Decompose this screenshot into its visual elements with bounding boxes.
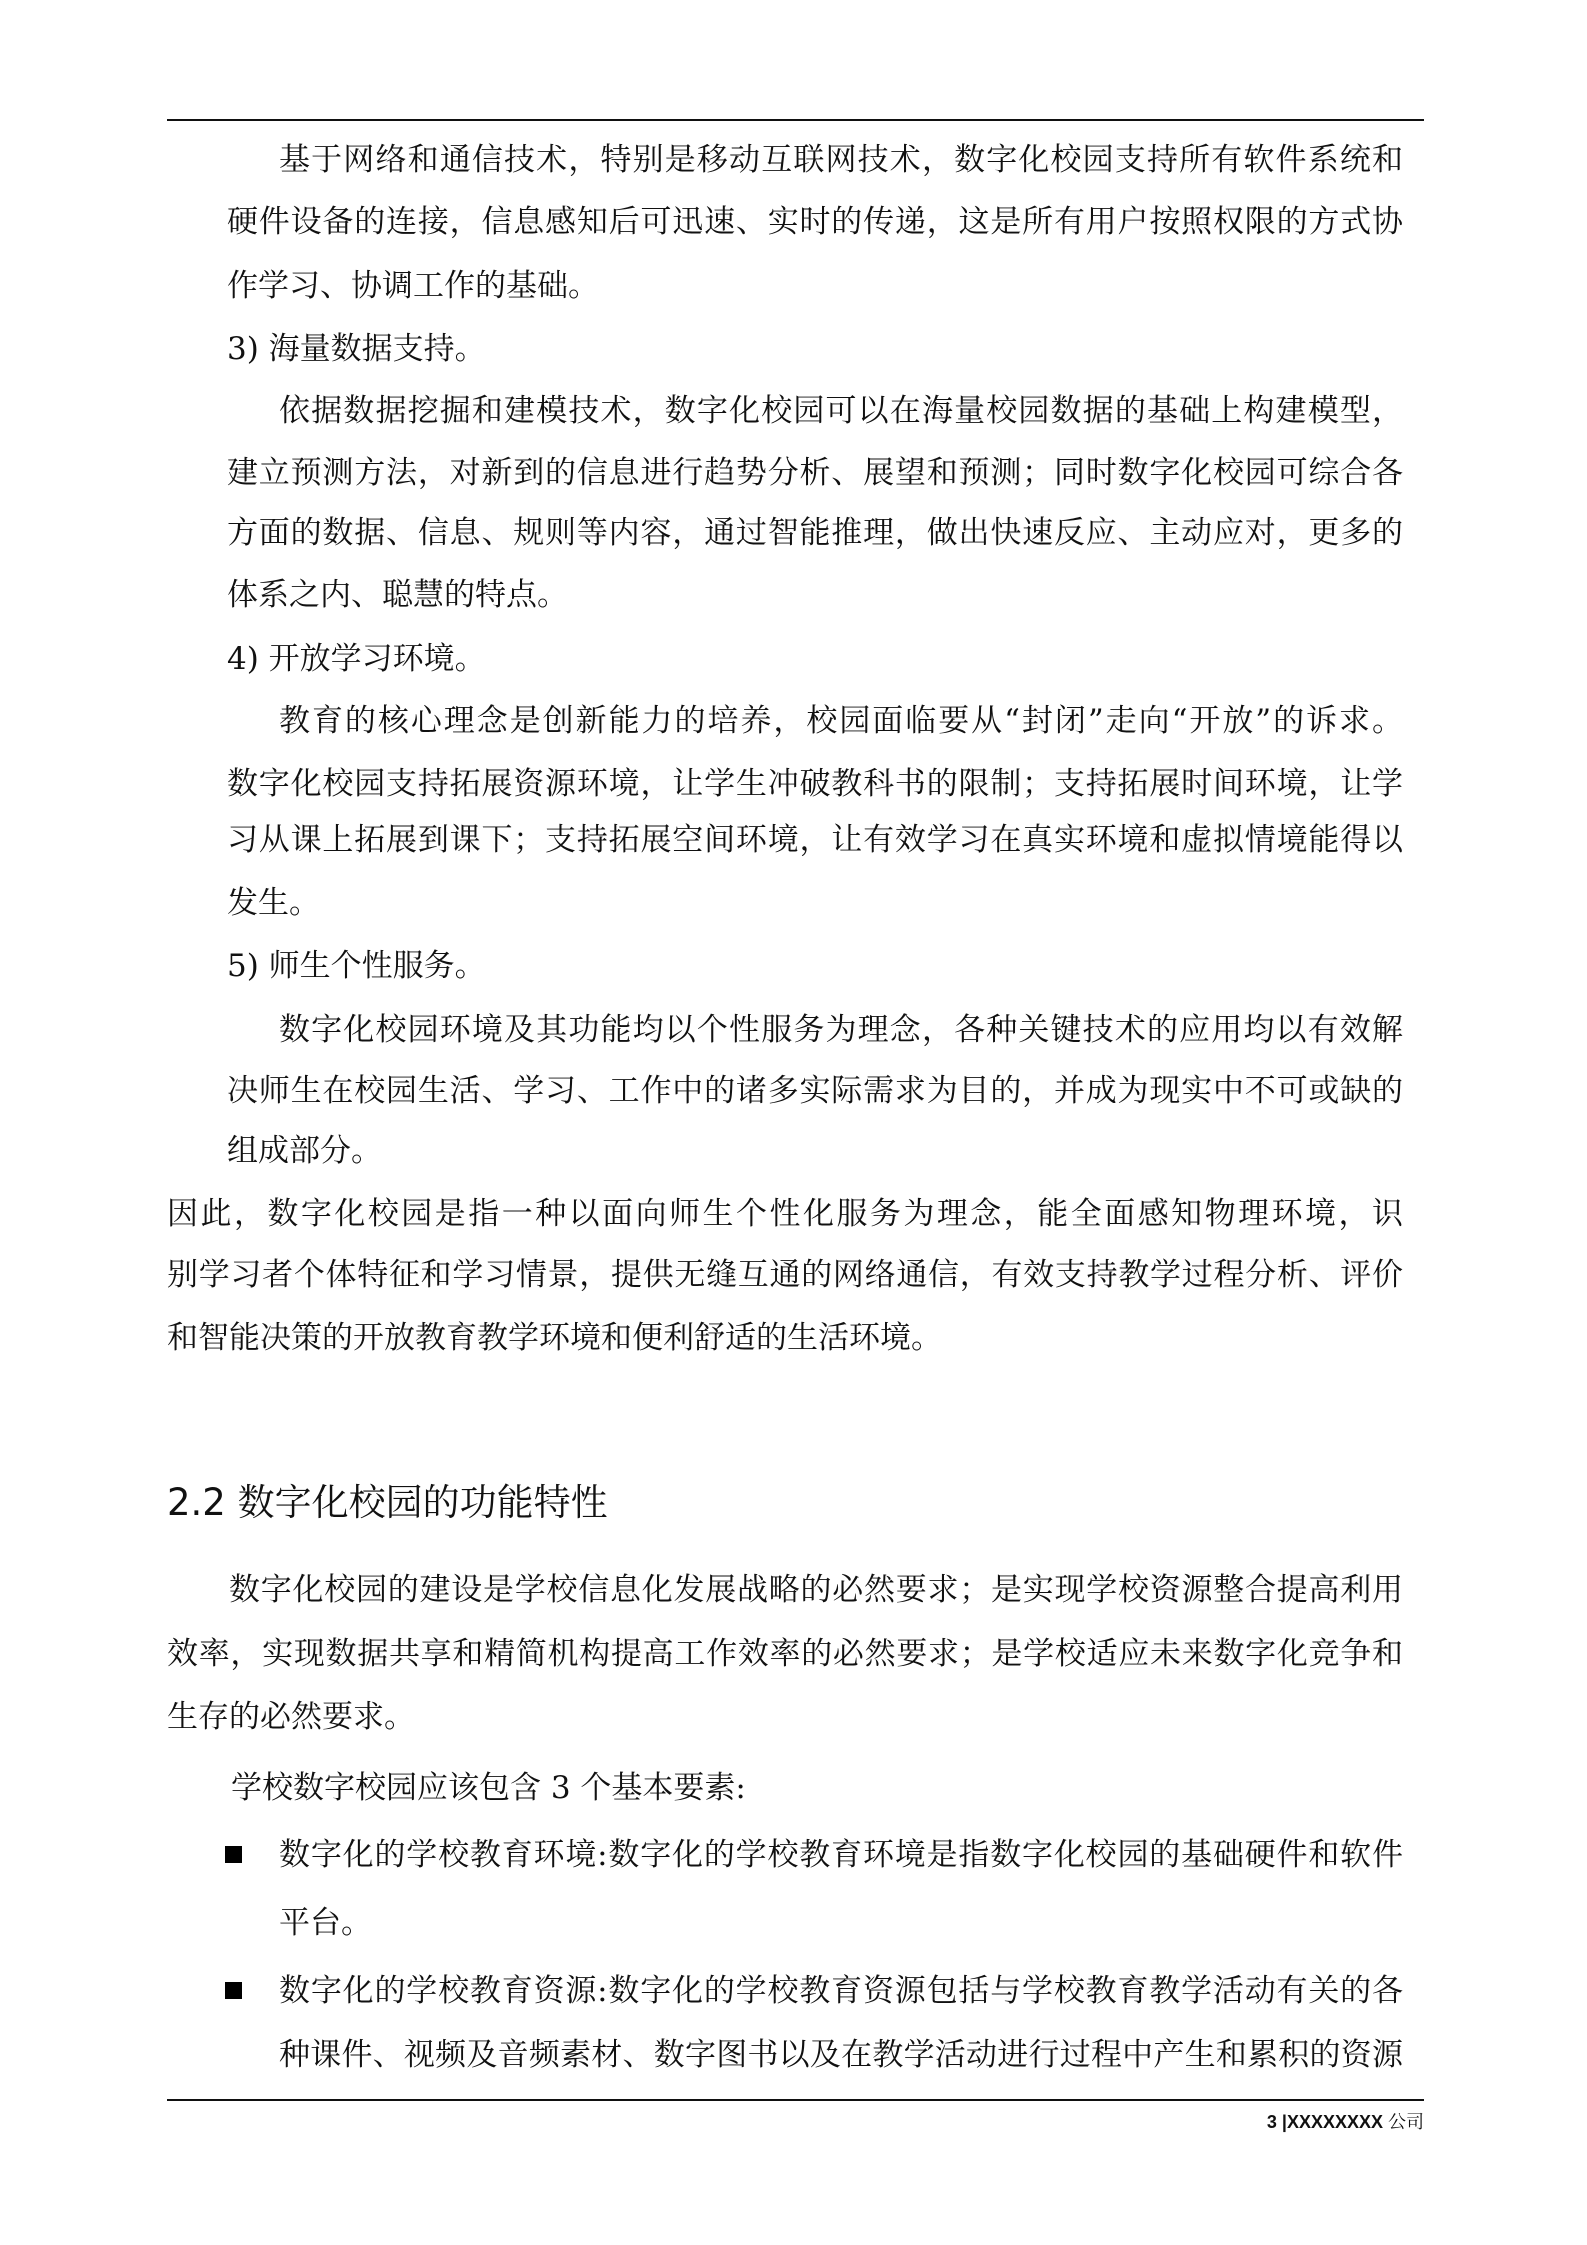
- footer-rule: [167, 2099, 1424, 2101]
- company-suffix: 公司: [1388, 2112, 1424, 2132]
- bullet-line: 数字化的学校教育资源:数字化的学校教育资源包括与学校教育教学活动有关的各: [279, 1973, 1403, 2009]
- paragraph-line: 组成部分。: [227, 1133, 382, 1169]
- paragraph-line: 作学习、协调工作的基础。: [227, 268, 599, 304]
- bullet-line: 平台。: [279, 1905, 372, 1941]
- footer-separator: |: [1281, 2112, 1287, 2132]
- paragraph-line: 别学习者个体特征和学习情景，提供无缝互通的网络通信，有效支持教学过程分析、评价: [167, 1257, 1403, 1293]
- paragraph-line: 硬件设备的连接，信息感知后可迅速、实时的传递，这是所有用户按照权限的方式协: [227, 204, 1403, 240]
- paragraph-line: 数字化校园支持拓展资源环境，让学生冲破教科书的限制；支持拓展时间环境，让学: [227, 766, 1403, 802]
- paragraph-line: 习从课上拓展到课下；支持拓展空间环境，让有效学习在真实环境和虚拟情境能得以: [227, 822, 1403, 858]
- bullet-square-icon: [225, 1982, 242, 1999]
- paragraph-line: 依据数据挖掘和建模技术，数字化校园可以在海量校园数据的基础上构建模型，: [279, 393, 1403, 429]
- paragraph-line: 学校数字校园应该包含 3 个基本要素:: [231, 1770, 746, 1806]
- paragraph-line: 生存的必然要求。: [167, 1699, 415, 1735]
- paragraph-line: 数字化校园环境及其功能均以个性服务为理念，各种关键技术的应用均以有效解: [279, 1012, 1403, 1048]
- bullet-line: 数字化的学校教育环境:数字化的学校教育环境是指数字化校园的基础硬件和软件: [279, 1837, 1403, 1873]
- company-name: XXXXXXXX: [1286, 2112, 1383, 2132]
- bullet-line: 种课件、视频及音频素材、数字图书以及在教学活动进行过程中产生和累积的资源: [279, 2037, 1403, 2073]
- paragraph-line: 体系之内、聪慧的特点。: [227, 577, 568, 613]
- paragraph-line: 数字化校园的建设是学校信息化发展战略的必然要求；是实现学校资源整合提高利用: [229, 1572, 1403, 1608]
- section-heading: 2.2 数字化校园的功能特性: [167, 1481, 608, 1524]
- paragraph-line: 和智能决策的开放教育教学环境和便利舒适的生活环境。: [167, 1320, 942, 1356]
- paragraph-line: 基于网络和通信技术，特别是移动互联网技术，数字化校园支持所有软件系统和: [279, 142, 1403, 178]
- list-item-heading: 5) 师生个性服务。: [227, 948, 486, 984]
- paragraph-line: 决师生在校园生活、学习、工作中的诸多实际需求为目的，并成为现实中不可或缺的: [227, 1073, 1403, 1109]
- list-item-heading: 4) 开放学习环境。: [227, 641, 486, 677]
- paragraph-line: 因此，数字化校园是指一种以面向师生个性化服务为理念，能全面感知物理环境，识: [167, 1196, 1403, 1232]
- list-item-heading: 3) 海量数据支持。: [227, 331, 486, 367]
- header-rule: [167, 119, 1424, 121]
- paragraph-line: 效率，实现数据共享和精简机构提高工作效率的必然要求；是学校适应未来数字化竞争和: [167, 1636, 1403, 1672]
- paragraph-line: 方面的数据、信息、规则等内容，通过智能推理，做出快速反应、主动应对，更多的: [227, 515, 1403, 551]
- bullet-square-icon: [225, 1846, 242, 1863]
- page-number: 3: [1266, 2112, 1277, 2132]
- paragraph-line: 教育的核心理念是创新能力的培养，校园面临要从“封闭”走向“开放”的诉求。: [279, 703, 1403, 739]
- paragraph-line: 发生。: [227, 885, 320, 921]
- paragraph-line: 建立预测方法，对新到的信息进行趋势分析、展望和预测；同时数字化校园可综合各: [227, 455, 1403, 491]
- page-footer: [1267, 2108, 1424, 2134]
